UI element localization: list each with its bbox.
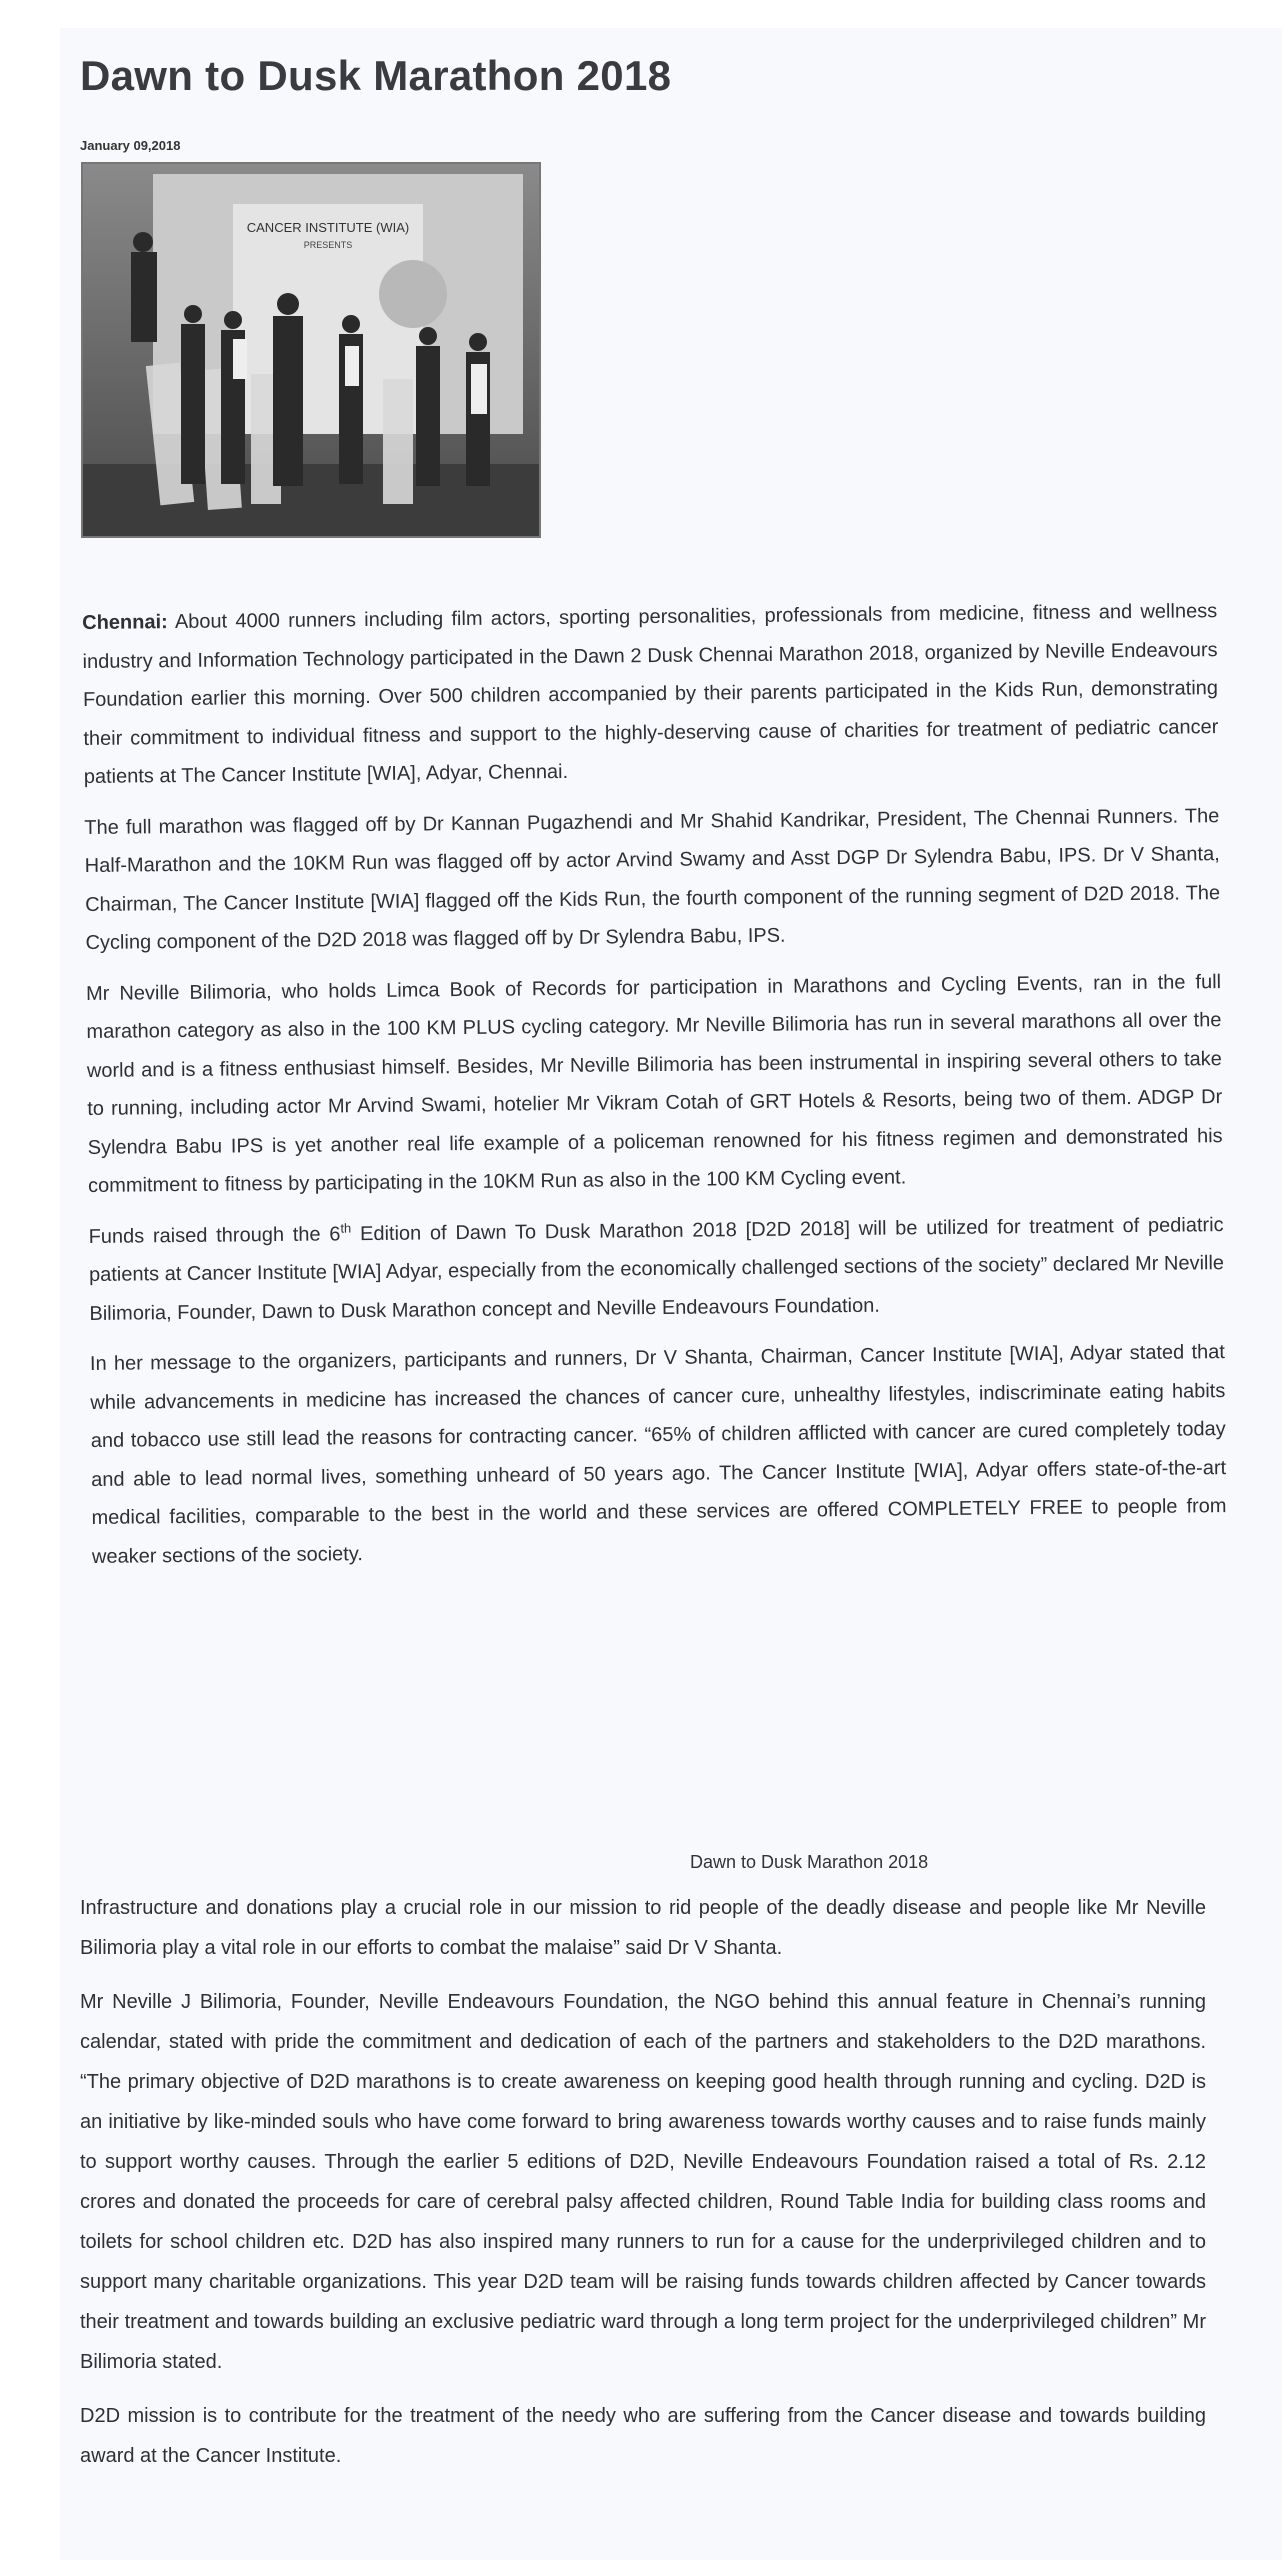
article-body <box>82 592 1227 1588</box>
event-photo <box>81 162 541 538</box>
paragraph-1-text: About 4000 runners including film actors, sporting personalities, professionals from medicine, fitness and wellness industry and Information Technology participated in the Dawn 2 Dusk Chennai Marathon 2018, organized by Neville Endeavours Foundation earlier this morning. Over 500 children accompanied by their parents participated in the Kids Run, demonstrating their commitment to individual fitness and support to the highly-deserving cause of charities for treatment of pediatric cancer patients at The Cancer Institute [WIA], Adyar, Chennai. <box>82 600 1219 788</box>
page-two-body <box>80 1888 1206 2490</box>
paragraph-4-start: Funds raised through the 6 <box>88 1222 341 1248</box>
running-header: Dawn to Dusk Marathon 2018 <box>690 1852 929 1872</box>
paragraph-4-end: Edition of Dawn To Dusk Marathon 2018 [D2D 2018] will be utilized for treatment of pediatric patients at Cancer Institute [WIA] Adyar, especially from the economically challenged sections of the society” declared Mr Neville Bilimoria, Founder, Dawn to Dusk Marathon concept and Neville Endeavours Foundation. <box>88 1213 1225 1325</box>
paragraph-4 <box>88 1206 1224 1333</box>
banner-org-text: CANCER INSTITUTE (WIA) <box>246 220 410 235</box>
article-date: January 09,2018 <box>80 138 181 153</box>
page2-paragraph-1: Infrastructure and donations play a crucial role in our mission to rid people of the deadly disease and people like Mr Neville Bilimoria play a vital role in our efforts to combat the malaise” said Dr V Shanta. <box>80 1897 1206 1959</box>
banner-sub-text: PRESENTS <box>303 240 353 250</box>
article-title: Dawn to Dusk Marathon 2018 <box>80 52 672 99</box>
page2-paragraph-3: D2D mission is to contribute for the treatment of the needy who are suffering from the Cancer disease and towards building award at the Cancer Institute. <box>80 2405 1206 2467</box>
edition-superscript: th <box>340 1220 352 1236</box>
page2-paragraph-2: Mr Neville J Bilimoria, Founder, Neville Endeavours Foundation, the NGO behind this annual feature in Chennai’s running calendar, stated with pride the commitment and dedication of each of the partners and stakeholders to the D2D marathons. “The primary objective of D2D marathons is to create awareness on keeping good health through running and cycling. D2D is an initiative by like-minded souls who have come forward to bring awareness towards worthy causes and to raise funds mainly to support worthy causes. Through the earlier 5 editions of D2D, Neville Endeavours Foundation raised a total of Rs. 2.12 crores and donated the proceeds for care of cerebral palsy affected children, Round Table India for building class rooms and toilets for school children etc. D2D has also inspired many runners to run for a cause for the underprivileged children and to support many charitable organizations. This year D2D team will be raising funds towards children affected by Cancer towards their treatment and towards building an exclusive pediatric ward through a long term project for the underprivileged children” Mr Bilimoria stated. <box>80 1991 1206 2373</box>
paragraph-2: The full marathon was flagged off by Dr Kannan Pugazhendi and Mr Shahid Kandrikar, President, The Chennai Runners. The Half-Marathon and the 10KM Run was flagged off by actor Arvind Swamy and Asst DGP Dr Sylendra Babu, IPS. Dr V Shanta, Chairman, The Cancer Institute [WIA] flagged off the Kids Run, the fourth component of the running segment of D2D 2018. The Cycling component of the D2D 2018 was flagged off by Dr Sylendra Babu, IPS. <box>84 804 1221 954</box>
paragraph-1 <box>82 592 1219 796</box>
paragraph-5: In her message to the organizers, participants and runners, Dr V Shanta, Chairman, Cancer Institute [WIA], Adyar stated that while advancements in medicine has increased the chances of cancer cure, unhealthy lifestyles, indiscriminate eating habits and tobacco use still lead the reasons for contracting cancer. “65% of children afflicted with cancer are cured completely today and able to lead normal lives, something unheard of 50 years ago. The Cancer Institute [WIA], Adyar offers state-of-the-art medical facilities, comparable to the best in the world and these services are offered COMPLETELY FREE to people from weaker sections of the society. <box>89 1341 1227 1568</box>
dateline-label: Chennai: <box>82 611 168 634</box>
paragraph-3: Mr Neville Bilimoria, who holds Limca Book of Records for participation in Marathons and Cycling Events, ran in the full marathon category as also in the 100 KM PLUS cycling category. Mr Neville Bilimoria has run in several marathons all over the world and is a fitness enthusiast himself. Besides, Mr Neville Bilimoria has been instrumental in inspiring several others to take to running, including actor Mr Arvind Swami, hotelier Mr Vikram Cotah of GRT Hotels & Resorts, being two of them. ADGP Dr Sylendra Babu IPS is yet another real life example of a policeman renowned for his fitness regimen and demonstrated his commitment to fitness by participating in the 10KM Run as also in the 100 KM Cycling event. <box>85 970 1223 1197</box>
